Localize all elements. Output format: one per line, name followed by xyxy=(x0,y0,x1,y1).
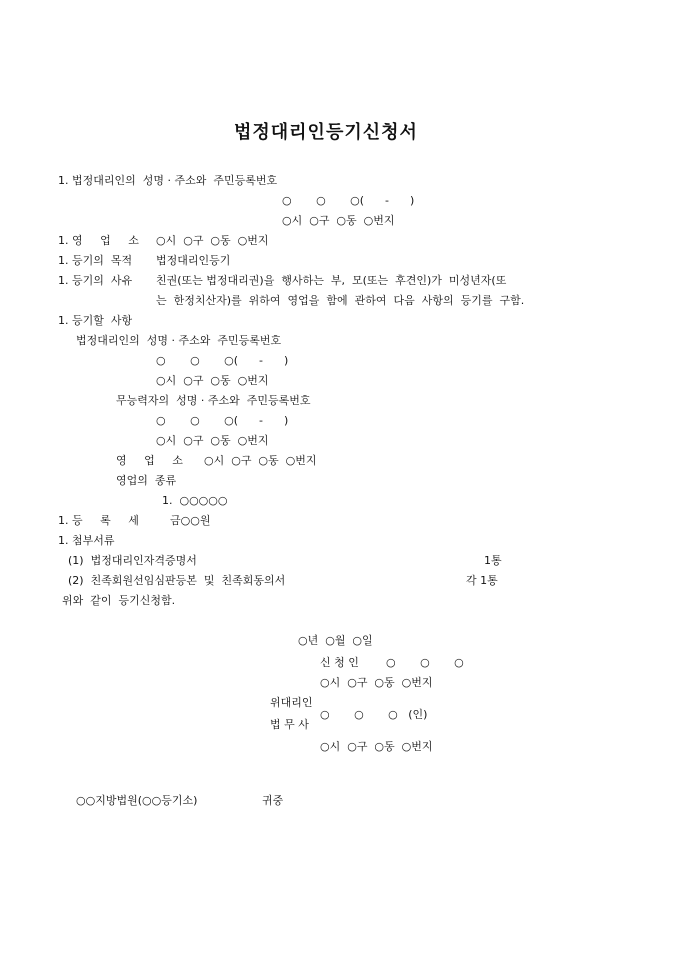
matters-rep-name: ○ ○ ○( - ) xyxy=(156,354,289,367)
attachment-qty-1: 1통 xyxy=(484,554,502,567)
court-name: ○○지방법원(○○등기소) xyxy=(76,794,198,807)
agent-name-seal: ○ ○ ○ (인) xyxy=(320,708,428,721)
business-item: 1. ○○○○○ xyxy=(162,494,228,507)
purpose-label: 1. 등기의 목적 xyxy=(58,254,133,267)
honorific: 귀중 xyxy=(262,794,284,807)
agent-label-2: 법 무 사 xyxy=(270,718,309,731)
agent-address: ○시 ○구 ○동 ○번지 xyxy=(320,740,433,753)
date-line: ○년 ○월 ○일 xyxy=(298,634,373,647)
matters-office-value: ○시 ○구 ○동 ○번지 xyxy=(204,454,317,467)
attachment-item-2: (2) 친족회원선임심판등본 및 친족회동의서 xyxy=(68,574,286,587)
matters-office-label: 영 업 소 xyxy=(116,454,183,467)
applicant-name: ○ ○ ○ xyxy=(386,656,464,669)
office-label: 1. 영 업 소 xyxy=(58,234,139,247)
business-heading: 영업의 종류 xyxy=(116,474,177,487)
rep-name-line: ○ ○ ○( - ) xyxy=(282,194,415,207)
reason-line-2: 는 한정치산자)를 위하여 영업을 함에 관하여 다음 사항의 등기를 구함. xyxy=(156,294,525,307)
ward-address: ○시 ○구 ○동 ○번지 xyxy=(156,434,269,447)
closing-statement: 위와 같이 등기신청함. xyxy=(62,594,176,607)
matters-rep-heading: 법정대리인의 성명 · 주소와 주민등록번호 xyxy=(76,334,282,347)
matters-rep-address: ○시 ○구 ○동 ○번지 xyxy=(156,374,269,387)
ward-heading: 무능력자의 성명 · 주소와 주민등록번호 xyxy=(116,394,311,407)
reason-line-1: 친권(또는 법정대리권)을 행사하는 부, 모(또는 후견인)가 미성년자(또 xyxy=(156,274,507,287)
reason-label: 1. 등기의 사유 xyxy=(58,274,133,287)
attachment-qty-2: 각 1통 xyxy=(466,574,498,587)
applicant-label: 신 청 인 xyxy=(320,656,359,669)
agent-label-1: 위대리인 xyxy=(270,696,313,709)
applicant-address: ○시 ○구 ○동 ○번지 xyxy=(320,676,433,689)
ward-name: ○ ○ ○( - ) xyxy=(156,414,289,427)
purpose-value: 법정대리인등기 xyxy=(156,254,231,267)
office-value: ○시 ○구 ○동 ○번지 xyxy=(156,234,269,247)
document-title: 법정대리인등기신청서 xyxy=(234,122,418,143)
rep-heading: 1. 법정대리인의 성명 · 주소와 주민등록번호 xyxy=(58,174,278,187)
matters-heading: 1. 등기할 사항 xyxy=(58,314,133,327)
tax-label: 1. 등 록 세 xyxy=(58,514,139,527)
attachment-item-1: (1) 법정대리인자격증명서 xyxy=(68,554,197,567)
tax-value: 금○○원 xyxy=(170,514,211,527)
rep-address-line: ○시 ○구 ○동 ○번지 xyxy=(282,214,395,227)
attachments-heading: 1. 첨부서류 xyxy=(58,534,115,547)
